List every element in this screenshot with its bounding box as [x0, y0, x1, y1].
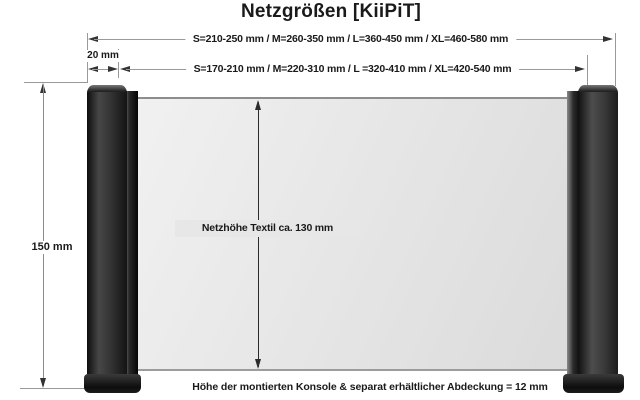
- left-console-cap: [88, 85, 126, 92]
- left-console-foot: [84, 374, 141, 393]
- left-console: [87, 85, 127, 388]
- dimension-textile-width: [120, 64, 585, 76]
- overall-height-label: 150 mm: [22, 241, 82, 254]
- overall-width-label: S=210-250 mm / M=260-350 mm / L=360-450 mm / XL=460-580 mm: [185, 33, 516, 46]
- console-height-note: Höhe der montierten Konsole & separat erhältlicher Abdeckung = 12 mm: [192, 381, 548, 393]
- console-width-label: 20 mm: [82, 50, 124, 62]
- dimension-console-width: [88, 64, 118, 76]
- arrowhead-right-icon: [603, 36, 613, 42]
- extension-line-bottom-left: [20, 388, 90, 389]
- extension-line-right-outer: [615, 33, 616, 86]
- net-height-label: Netzhöhe Textil ca. 130 mm: [175, 220, 360, 237]
- arrowhead-down-icon: [255, 359, 261, 369]
- right-console-foot: [563, 374, 624, 393]
- dimension-line: [43, 85, 44, 386]
- extension-line-top-left: [24, 82, 88, 83]
- page-title: Netzgrößen [KiiPiT]: [240, 1, 422, 22]
- right-console-cap: [579, 85, 617, 92]
- arrowhead-down-icon: [40, 378, 46, 388]
- right-console: [578, 85, 618, 388]
- dimension-overall-height: [39, 83, 48, 388]
- arrowhead-right-icon: [108, 66, 118, 72]
- arrowhead-right-icon: [575, 66, 585, 72]
- dimension-overall-width: [88, 34, 613, 46]
- textile-width-label: S=170-210 mm / M=220-310 mm / L =320-410 mm / XL=420-540 mm: [186, 63, 520, 76]
- extension-line-right-inner: [587, 55, 588, 86]
